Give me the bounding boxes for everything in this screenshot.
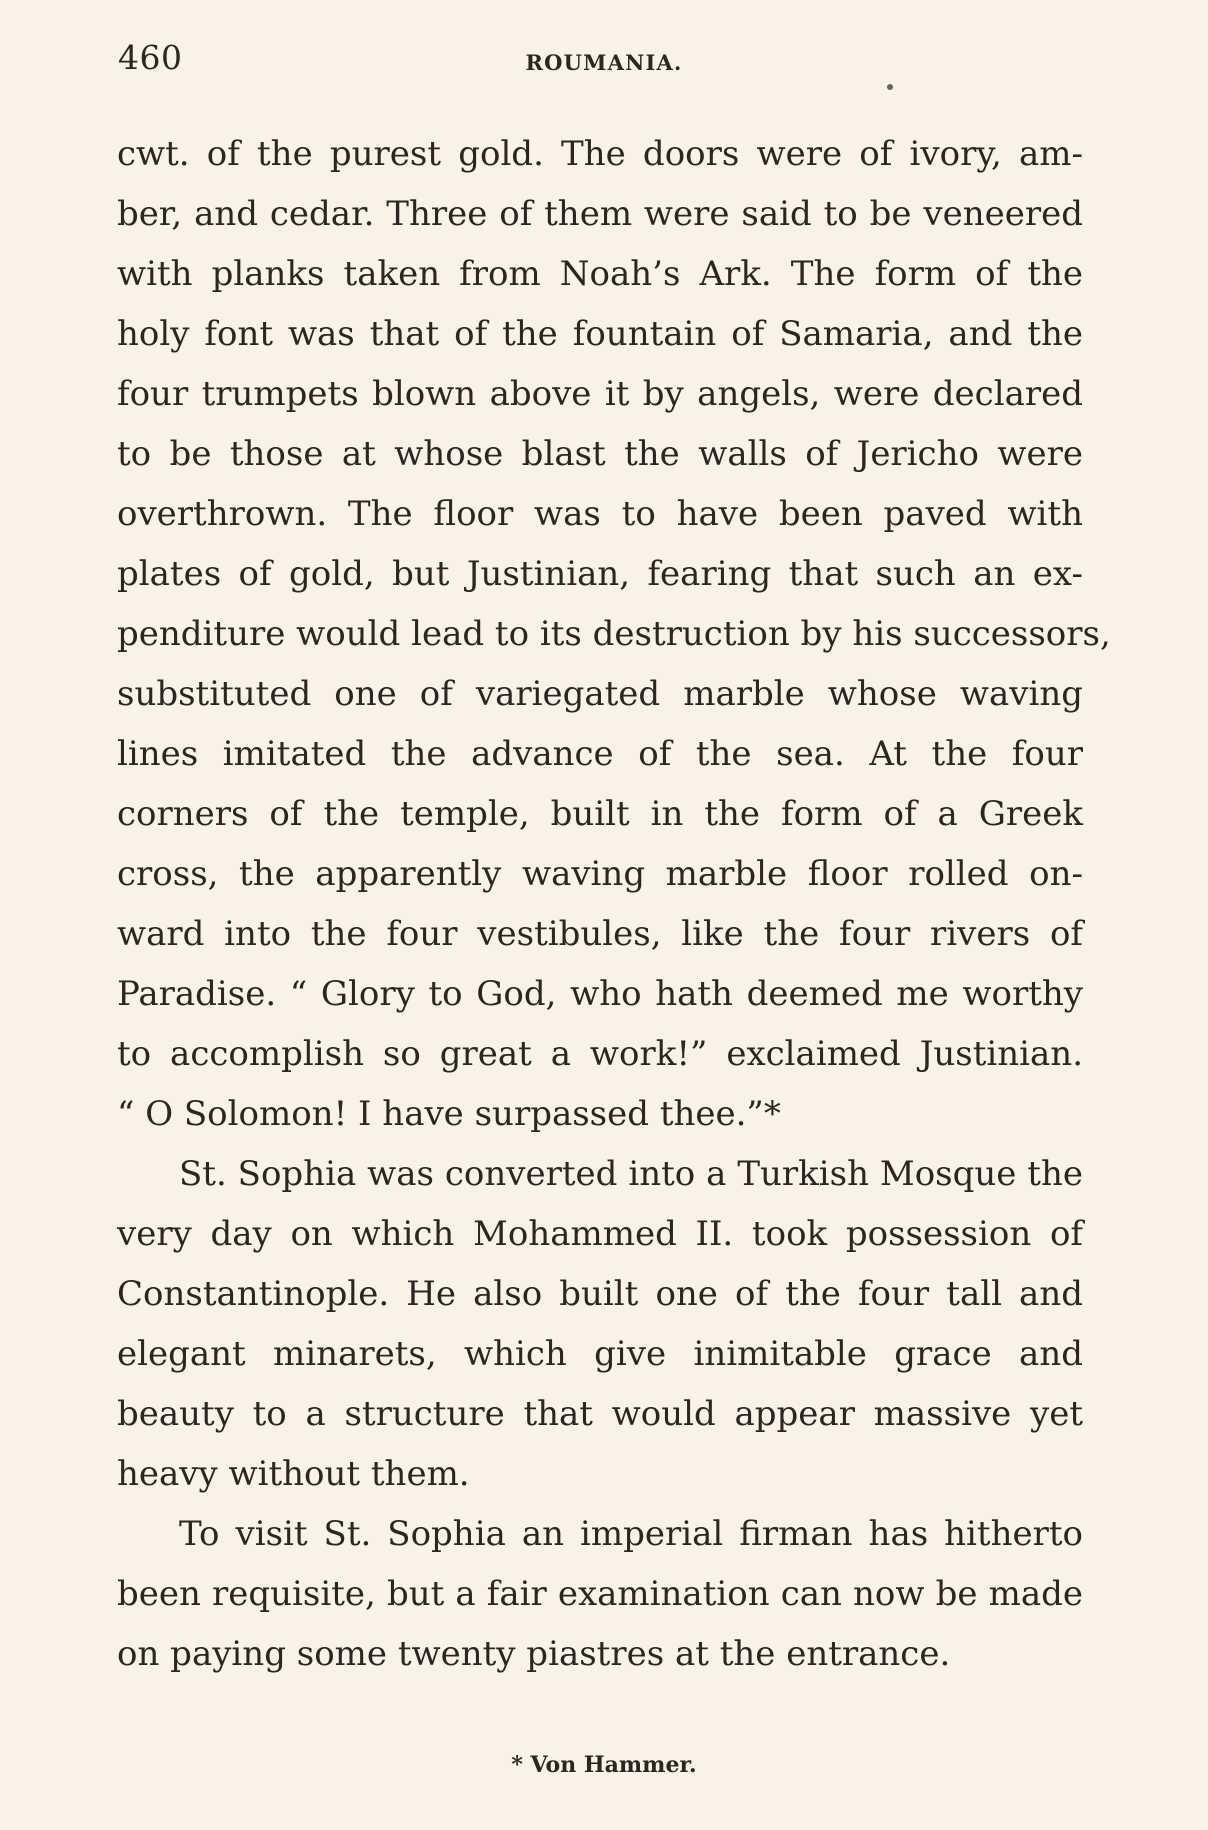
page-header (118, 38, 1090, 88)
text-line: four trumpets blown above it by angels, were declared (117, 374, 1083, 414)
text-line: ber, and cedar. Three of them were said to be veneered (117, 194, 1083, 234)
text-line: heavy without them. (117, 1454, 470, 1494)
text-line: very day on which Mohammed II. took possession of (117, 1214, 1083, 1254)
text-line: been requisite, but a fair examination can now be made (117, 1574, 1083, 1614)
text-line: cross, the apparently waving marble floor rolled on- (117, 854, 1083, 894)
text-line: beauty to a structure that would appear massive yet (117, 1394, 1083, 1434)
text-line: to be those at whose blast the walls of Jericho were (117, 434, 1083, 474)
text-line: lines imitated the advance of the sea. At the four (117, 734, 1083, 774)
text-line: with planks taken from Noah’s Ark. The form of the (117, 254, 1083, 294)
footnote: * Von Hammer. (511, 1752, 697, 1778)
text-line: penditure would lead to its destruction by his successors, (117, 614, 1111, 654)
text-line: substituted one of variegated marble whose waving (117, 674, 1083, 714)
body-text (117, 124, 1111, 1684)
text-line: Paradise. “ Glory to God, who hath deemed me worthy (117, 974, 1083, 1014)
paragraph-start-line: To visit St. Sophia an imperial firman has hitherto (179, 1514, 1083, 1554)
text-line: on paying some twenty piastres at the entrance. (117, 1634, 951, 1674)
page-number: 460 (118, 38, 183, 77)
text-line: elegant minarets, which give inimitable grace and (117, 1334, 1083, 1374)
text-line: overthrown. The floor was to have been paved with (117, 494, 1083, 534)
text-line: corners of the temple, built in the form of a Greek (117, 794, 1083, 834)
text-line: cwt. of the purest gold. The doors were of ivory, am- (117, 134, 1083, 174)
paragraph-start-line: St. Sophia was converted into a Turkish Mosque the (179, 1154, 1083, 1194)
text-line: “ O Solomon! I have surpassed thee.”* (117, 1094, 781, 1134)
text-line: ward into the four vestibules, like the four rivers of (117, 914, 1083, 954)
print-speck (887, 84, 893, 90)
text-line: Constantinople. He also built one of the four tall and (117, 1274, 1083, 1314)
text-line: plates of gold, but Justinian, fearing that such an ex- (117, 554, 1083, 594)
text-line: holy font was that of the fountain of Samaria, and the (117, 314, 1083, 354)
text-line: to accomplish so great a work!” exclaimed Justinian. (117, 1034, 1083, 1074)
running-title: ROUMANIA. (525, 50, 683, 75)
